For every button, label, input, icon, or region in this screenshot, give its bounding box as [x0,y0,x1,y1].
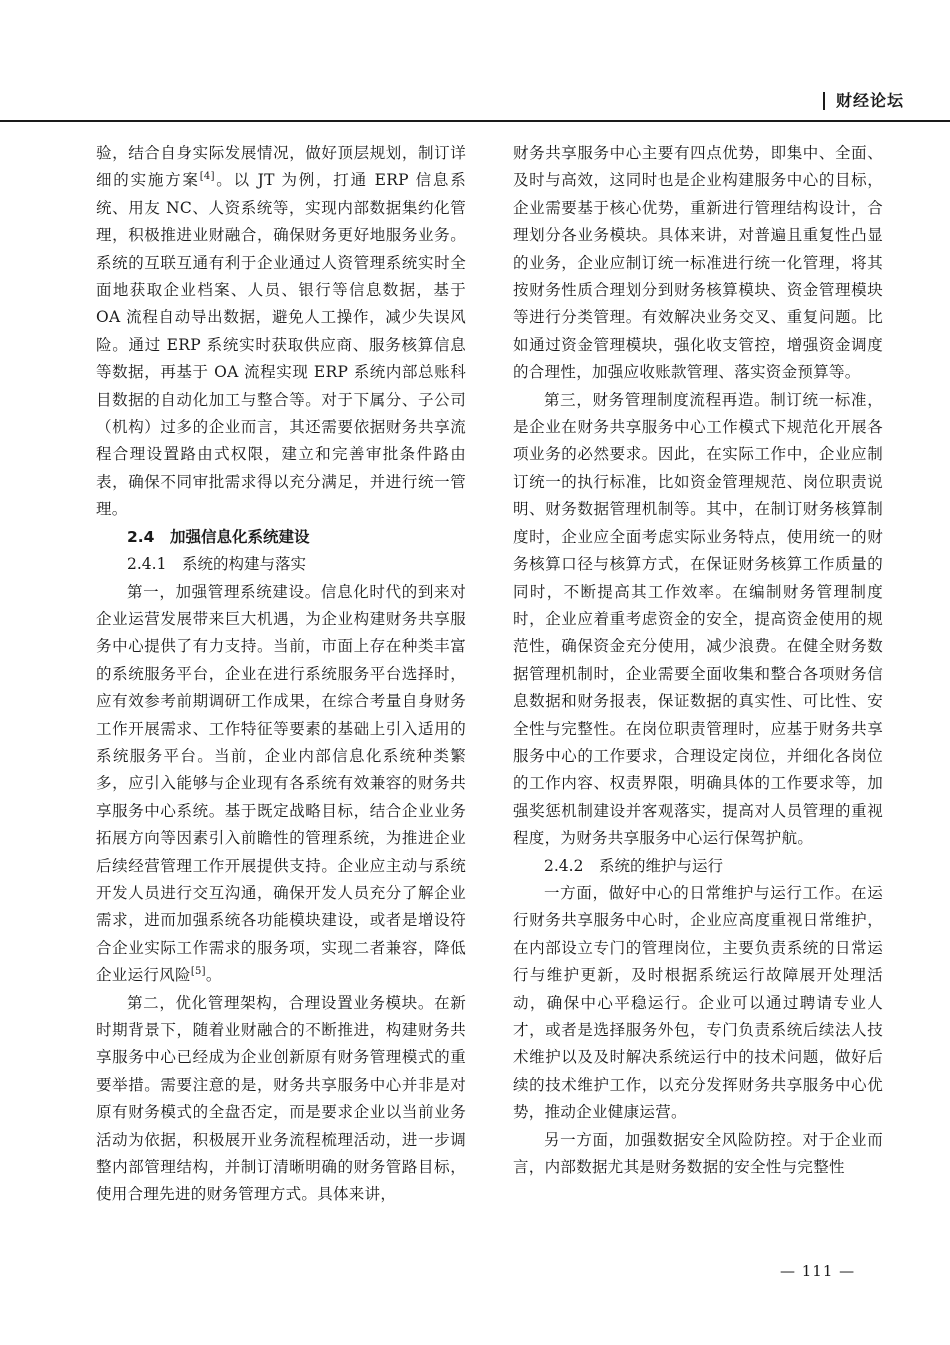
paragraph: 第一，加强管理系统建设。信息化时代的到来对企业运营发展带来巨大机遇，为企业构建财务共享服务中心提供了有力支持。当前，市面上存在种类丰富的系统服务平台，企业在进行系统服务平台选择时，应有效参考前期调研工作成果，在综合考量自身财务工作开展需求、工作特征等要素的基础上引入适用的系统服务平台。当前，企业内部信息化系统种类繁多，应引入能够与企业现有各系统有效兼容的财务共享服务中心系统。基于既定战略目标，结合企业业务拓展方向等因素引入前瞻性的管理系统，为推进企业后续经营管理工作开展提供支持。企业应主动与系统开发人员进行交互沟通，确保开发人员充分了解企业需求，进而加强系统各功能模块建设，或者是增设符合企业实际工作需求的服务项，实现二者兼容，降低企业运行风险[5]。 [96,582,466,985]
subsection-heading-2-4-2: 2.4.2 系统的维护与运行 [544,856,723,875]
page-number: — 111 — [780,1262,856,1280]
paragraph: 第二，优化管理架构，合理设置业务模块。在新时期背景下，随着业财融合的不断推进，构建财务共享服务中心已经成为企业创新原有财务管理模式的重要举措。需要注意的是，财务共享服务中心并非是对原有财务模式的全盘否定，而是要求企业以当前业务活动为依据，积极展开业务流程梳理活动，进一步调整内部管理结构，并制订清晰明确的财务管路目标，使用合理先进的财务管理方式。具体来讲， [96,993,466,1204]
paragraph: 财务共享服务中心主要有四点优势，即集中、全面、及时与高效，这同时也是企业构建服务中心的目标，企业需要基于核心优势，重新进行管理结构设计，合理划分各业务模块。具体来讲，对普遍且重复性凸显的业务，企业应制订统一标准进行统一化管理，将其按财务性质合理划分到财务核算模块、资金管理模块等进行分类管理。有效解决业务交叉、重复问题。比如通过资金管理模块，强化收支管控，增强资金调度的合理性，加强应收账款管理、落实资金预算等。 [513,144,883,382]
citation[interactable]: [4] [199,171,215,183]
header-separator [823,92,825,110]
section-title: 财经论坛 [836,91,905,110]
header-rule [0,120,950,122]
section-heading-2-4: 2.4 加强信息化系统建设 [127,527,310,546]
citation[interactable]: [5] [190,966,206,978]
paragraph: 另一方面，加强数据安全风险防控。对于企业而言，内部数据尤其是财务数据的安全性与完整性 [513,1130,883,1177]
right-column [513,140,883,1181]
paragraph: 第三，财务管理制度流程再造。制订统一标准，是企业在财务共享服务中心工作模式下规范化开展各项业务的必然要求。因此，在实际工作中，企业应制订统一的执行标准，比如资金管理规范、岗位职责说明、财务数据管理机制等。其中，在制订财务核算制度时，企业应全面考虑实际业务特点，使用统一的财务核算口径与核算方式，在保证财务核算工作质量的同时，不断提高其工作效率。在编制财务管理制度时，企业应着重考虑资金的安全，提高资金使用的规范性，确保资金充分使用，减少浪费。在健全财务数据管理机制时，企业需要全面收集和整合各项财务信息数据和财务报表，保证数据的真实性、可比性、安全性与完整性。在岗位职责管理时，应基于财务共享服务中心的工作要求，合理设定岗位，并细化各岗位的工作内容、权责界限，明确具体的工作要求等，加强奖惩机制建设并客观落实，提高对人员管理的重视程度，为财务共享服务中心运行保驾护航。 [513,390,883,848]
paragraph: 验，结合自身实际发展情况，做好顶层规划，制订详细的实施方案[4]。以 JT 为例，打通 ERP 信息系统、用友 NC、人资系统等，实现内部数据集约化管理，积极推进业财融合，确保财务更好地服务业务。系统的互联互通有利于企业通过人资管理系统实时全面地获取企业档案、人员、银行等信息数据，基于 OA 流程自动导出数据，避免人工操作，减少失误风险。通过 ERP 系统实时获取供应商、服务核算信息等数据，再基于 OA 流程实现 ERP 系统内部总账科目数据的自动化加工与整合等。对于下属分、子公司（机构）过多的企业而言，其还需要依据财务共享流程合理设置路由式权限，建立和完善审批条件路由表，确保不同审批需求得以充分满足，并进行统一管理。 [96,144,467,519]
subsection-heading-2-4-1: 2.4.1 系统的构建与落实 [127,555,306,574]
paragraph: 一方面，做好中心的日常维护与运行工作。在运行财务共享服务中心时，企业应高度重视日常维护，在内部设立专门的管理岗位，主要负责系统的日常运行与维护更新，及时根据系统运行故障展开处理活动，确保中心平稳运行。企业可以通过聘请专业人才，或者是选择服务外包，专门负责系统后续法人技术维护以及及时解决系统运行中的技术问题，做好后续的技术维护工作，以充分发挥财务共享服务中心优势，推动企业健康运营。 [513,883,883,1122]
left-column [96,140,466,1209]
